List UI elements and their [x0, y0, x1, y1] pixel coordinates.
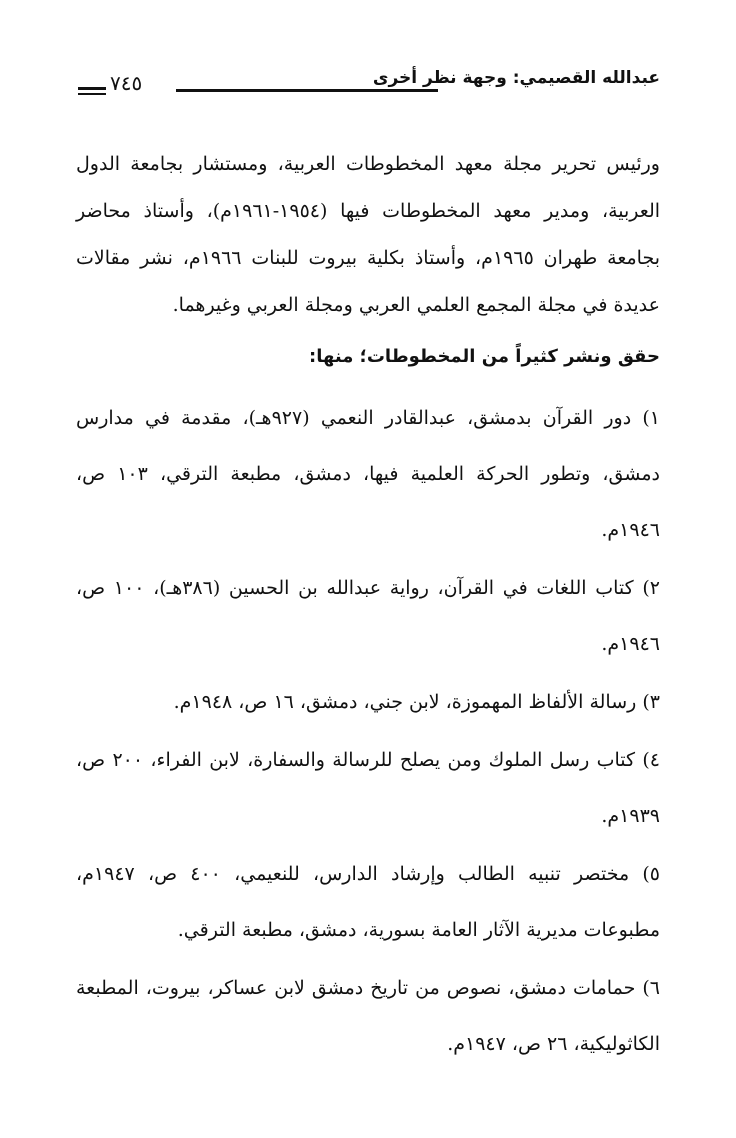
list-item	[76, 390, 660, 558]
list-item-number: ١)	[642, 407, 660, 429]
header-title: عبدالله القصيمي: وجهة نظر أخرى	[372, 68, 660, 88]
list-item-text: كتاب اللغات في القرآن، رواية عبدالله بن الحسين (٣٨٦هـ)، ١٠٠ ص، ١٩٤٦م.	[76, 577, 660, 655]
list-item-text: دور القرآن بدمشق، عبدالقادر النعمي (٩٢٧هـ)، مقدمة في مدارس دمشق، وتطور الحركة العلمية فيها، دمشق، مطبعة الترقي، ١٠٣ ص، ١٩٤٦م.	[76, 407, 660, 541]
intro-paragraph: ورئيس تحرير مجلة معهد المخطوطات العربية، ومستشار بجامعة الدول العربية، ومدير معهد المخطوطات فيها (١٩٥٤-١٩٦١م)، وأستاذ محاضر بجامعة طهران ١٩٦٥م، وأستاذ بكلية بيروت للبنات ١٩٦٦م، نشر مقالات عديدة في مجلة المجمع العلمي العربي ومجلة العربي وغيرهما.	[76, 153, 661, 316]
list-item	[76, 732, 660, 844]
page-number: ٧٤٥	[110, 71, 143, 95]
list-item	[76, 674, 660, 730]
header-ornament-line	[78, 93, 106, 95]
list-item-number: ٣)	[642, 691, 660, 713]
list-item-number: ٦)	[642, 977, 660, 999]
list-item-text: حمامات دمشق، نصوص من تاريخ دمشق لابن عساكر، بيروت، المطبعة الكاثوليكية، ٢٦ ص، ١٩٤٧م.	[76, 977, 660, 1055]
list-item	[76, 960, 660, 1072]
list-item	[76, 560, 660, 672]
list-item	[76, 846, 660, 958]
list-item-text: مختصر تنبيه الطالب وإرشاد الدارس، للنعيمي، ٤٠٠ ص، ١٩٤٧م، مطبوعات مديرية الآثار العامة بسورية، دمشق، مطبعة الترقي.	[76, 863, 660, 941]
list-item-number: ٥)	[642, 863, 660, 885]
list-item-number: ٢)	[642, 577, 660, 599]
works-list	[76, 390, 660, 1074]
list-item-text: رسالة الألفاظ المهموزة، لابن جني، دمشق، ١٦ ص، ١٩٤٨م.	[173, 691, 637, 713]
running-header	[76, 66, 660, 106]
header-rule	[176, 89, 438, 92]
list-item-number: ٤)	[642, 749, 660, 771]
list-item-text: كتاب رسل الملوك ومن يصلح للرسالة والسفارة، لابن الفراء، ٢٠٠ ص، ١٩٣٩م.	[76, 749, 660, 827]
section-heading: حقق ونشر كثيراً من المخطوطات؛ منها:	[309, 346, 660, 367]
header-ornament-line	[78, 87, 106, 90]
